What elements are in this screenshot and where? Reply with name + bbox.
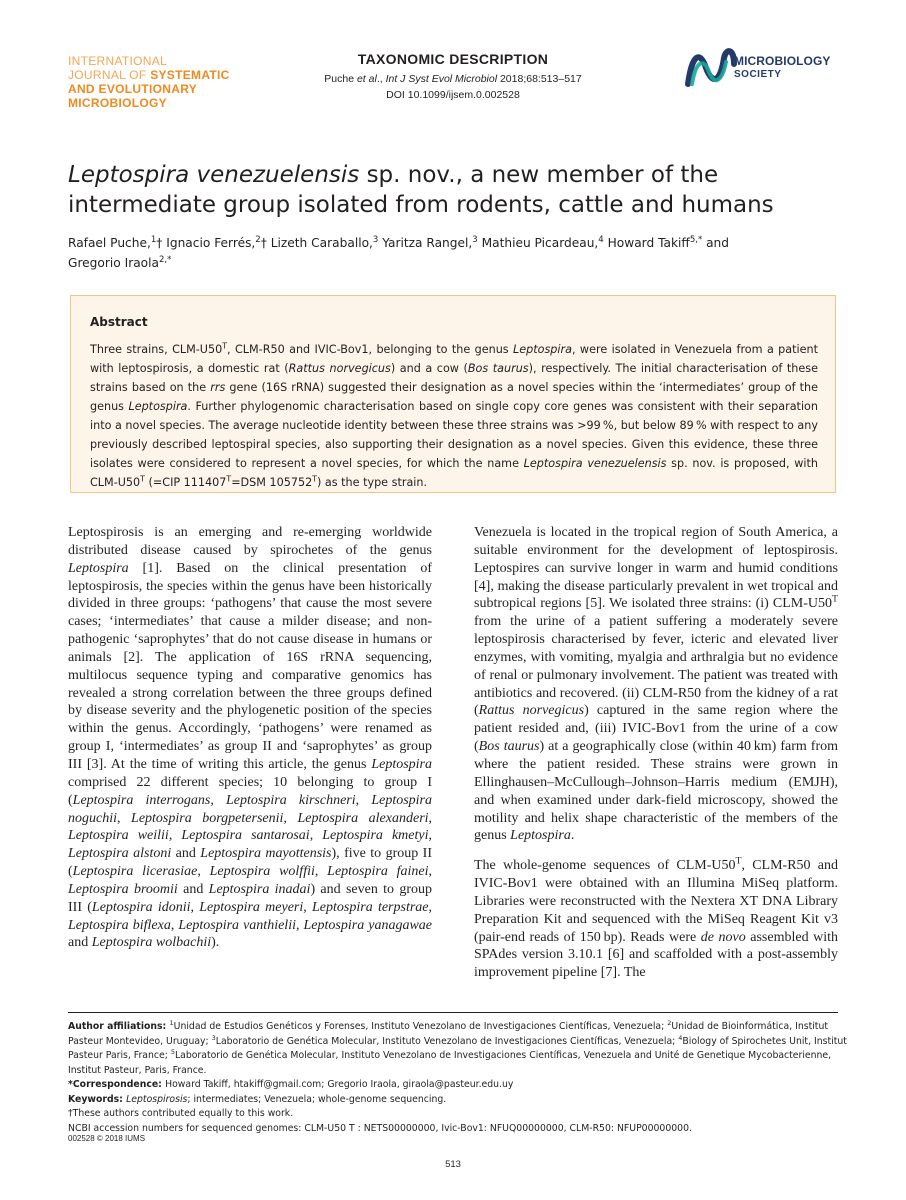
- author: Gregorio Iraola: [68, 256, 159, 270]
- paragraph: Leptospirosis is an emerging and re-emerging worldwide distributed disease caused by spirochetes of the genus Leptospira [1]. Based on the clinical presentation of leptospirosis, the species within the genus have been historically divided in three groups: ‘pathogens’ that cause the most severe cases; ‘intermediates’ that cause a milder disease; and non-pathogenic ‘saprophytes’ that do not cause disease in humans or animals [2]. The application of 16S rRNA sequencing, multilocus sequence typing and comparative genomics has revealed a strong correlation between the three groups defined by disease severity and the phylogenetic position of the species within the genus. Accordingly, ‘pathogens’ were renamed as group I, ‘intermediates’ as group II and ‘saprophytes’ as group III [3]. At the time of writing this article, the genus Leptospira comprised 22 different species; 10 belonging to group I (Leptospira interrogans, Leptospira kirschneri, Leptospira noguchii, Leptospira borgpetersenii, Leptospira alexanderi, Leptospira weilii, Leptospira santarosai, Leptospira kmetyi, Leptospira alstoni and Leptospira mayottensis), five to group II (Leptospira licerasiae, Leptospira wolffii, Leptospira fainei, Leptospira broomii and Leptospira inadai) and seven to group III (Leptospira idonii, Leptospira meyeri, Leptospira terpstrae, Leptospira biflexa, Leptospira vanthielii, Leptospira yanagawae and Leptospira wolbachii).: [68, 525, 433, 951]
- journal-line: JOURNAL OF SYSTEMATIC: [68, 68, 230, 82]
- body-column-left: [68, 524, 432, 952]
- doi[interactable]: DOI 10.1099/ijsem.0.002528: [386, 89, 520, 101]
- journal-name: [68, 54, 230, 110]
- logo-text: MICROBIOLOGY SOCIETY: [734, 54, 831, 80]
- journal-line: AND EVOLUTIONARY: [68, 82, 198, 96]
- keywords: Keywords: Leptospirosis; intermediates; Venezuela; whole-genome sequencing.: [68, 1093, 447, 1105]
- footer-divider: [68, 1012, 838, 1013]
- author: Yaritza Rangel,: [378, 236, 473, 250]
- abstract-heading: Abstract: [90, 315, 148, 329]
- article-type: TAXONOMIC DESCRIPTION: [357, 51, 549, 67]
- author-affiliations: Author affiliations: $^1$Unidad de Estudios Genéticos y Forenses, Instituto Venezolano de Investigaciones Científicas, Venezuela; $^2$Unidad de Bioinformática, Institut Pasteur Montevideo, Uruguay; $^3$Laboratorio de Genética Molecular, Instituto Venezolano de Investigaciones Científicas, Venezuela; $^4$Biology of Spirochetes Unit, Institut Pasteur Paris, France; $^5$Laboratorio de Genética Molecular, Instituto Venezolano de Investigaciones Científicas, Venezuela and Unité de Genetique Mycobacterienne, Institut Pasteur, Paris, France.: [68, 1018, 847, 1076]
- article-title: Leptospira venezuelensis sp. nov., a new member of the intermediate group isolated from rodents, cattle and humans: [68, 162, 774, 218]
- abstract-box: [70, 295, 836, 493]
- footnotes: [68, 1020, 848, 1136]
- equal-contribution-note: †These authors contributed equally to this work.: [68, 1108, 294, 1119]
- article-header: [270, 51, 636, 101]
- correspondence: *Correspondence: Howard Takiff, htakiff@gmail.com; Gregorio Iraola, giraola@pasteur.edu.uy: [68, 1079, 514, 1090]
- copyright: 002528 © 2018 IUMS: [68, 1134, 146, 1143]
- abstract-text: Three strains, CLM-$U50^T$, CLM-R50 and IVIC-Bov1, belonging to the genus Leptospira, were isolated in Venezuela from a patient with leptospirosis, a domestic rat (Rattus norvegicus) and a cow (Bos taurus), respectively. The initial characterisation of these strains based on the rrs gene (16S rRNA) suggested their designation as a novel species within the ‘intermediates’ group of the genus Leptospira. Further phylogenomic characterisation based on single copy core genes was consistent with their separation into a novel species. The average nucleotide identity between these three strains was >99 %, but below 89 % with respect to any previously described leptospiral species, also supporting their designation as a novel species. Given this evidence, these three isolates were considered to represent a novel species, for which the name Leptospira venezuelensis sp. nov. is proposed, with CLM-$U50^T$ (=CIP $111407^T=DSM$ $105752^T$) as the type strain.: [90, 341, 819, 489]
- journal-line: INTERNATIONAL: [68, 54, 168, 68]
- author: Howard Takiff: [603, 236, 690, 250]
- paragraph: Venezuela is located in the tropical region of South America, a suitable environment for the development of leptospirosis. Leptospires can survive longer in warm and humid conditions [4], making the disease particularly prevalent in wet tropical and subtropical regions [5]. We isolated three strains: (i) CLM-$U50^T$ from the urine of a patient suffering a moderately severe leptospirosis characterised by fever, icteric and elevated liver enzymes, with vomiting, myalgia and arthralgia but no evidence of renal or pulmonary involvement. The patient was treated with antibiotics and recovered. (ii) CLM-R50 from the kidney of a rat (Rattus norvegicus) captured in the same region where the patient resided and, (iii) IVIC-Bov1 from the urine of a cow (Bos taurus) at a geographically close (within 40 km) farm from where the patient resided. These strains were grown in Ellinghausen–McCullough–Johnson–Harris medium (EMJH), and when examined under dark-field microscopy, showed the motility and helix shape characteristic of the members of the genus Leptospira.: [474, 525, 838, 844]
- citation: Puche et al., Int J Syst Evol Microbiol 2018;68:513–517: [324, 73, 582, 85]
- paragraph: The whole-genome sequences of CLM-$U50^T$, CLM-R50 and IVIC-Bov1 were obtained with an Illumina MiSeq platform. Libraries were reconstructed with the Nextera XT DNA Library Preparation Kit and sequenced with the MiSeq Reagent Kit v3 (pair-end reads of 150 bp). Reads were de novo assembled with SPAdes version 3.10.1 [6] and scaffolded with a post-assembly improvement pipeline [7]. The: [474, 855, 838, 981]
- author-list: Rafael Puche,$^1$† Ignacio Ferrés,$^2$† Lizeth Caraballo,$^3$ Yaritza Rangel,$^3$ Mathieu Picardeau,$^4$ Howard Takiff$^{5,*}$ and Gregorio Iraola$^{2,*}$: [68, 234, 730, 270]
- body-column-right: [474, 524, 838, 982]
- author: Ignacio Ferrés,: [162, 236, 256, 250]
- accession-numbers: NCBI accession numbers for sequenced genomes: CLM-U50 T : NETS00000000, Ivic-Bov1: NFUQ00000000, CLM-R50: NFUP00000000.: [68, 1122, 692, 1134]
- author: Mathieu Picardeau,: [477, 236, 599, 250]
- author: Rafael Puche,: [68, 236, 151, 250]
- page-number: 513: [445, 1159, 461, 1170]
- journal-line: MICROBIOLOGY: [68, 96, 167, 110]
- author: Lizeth Caraballo,: [266, 236, 373, 250]
